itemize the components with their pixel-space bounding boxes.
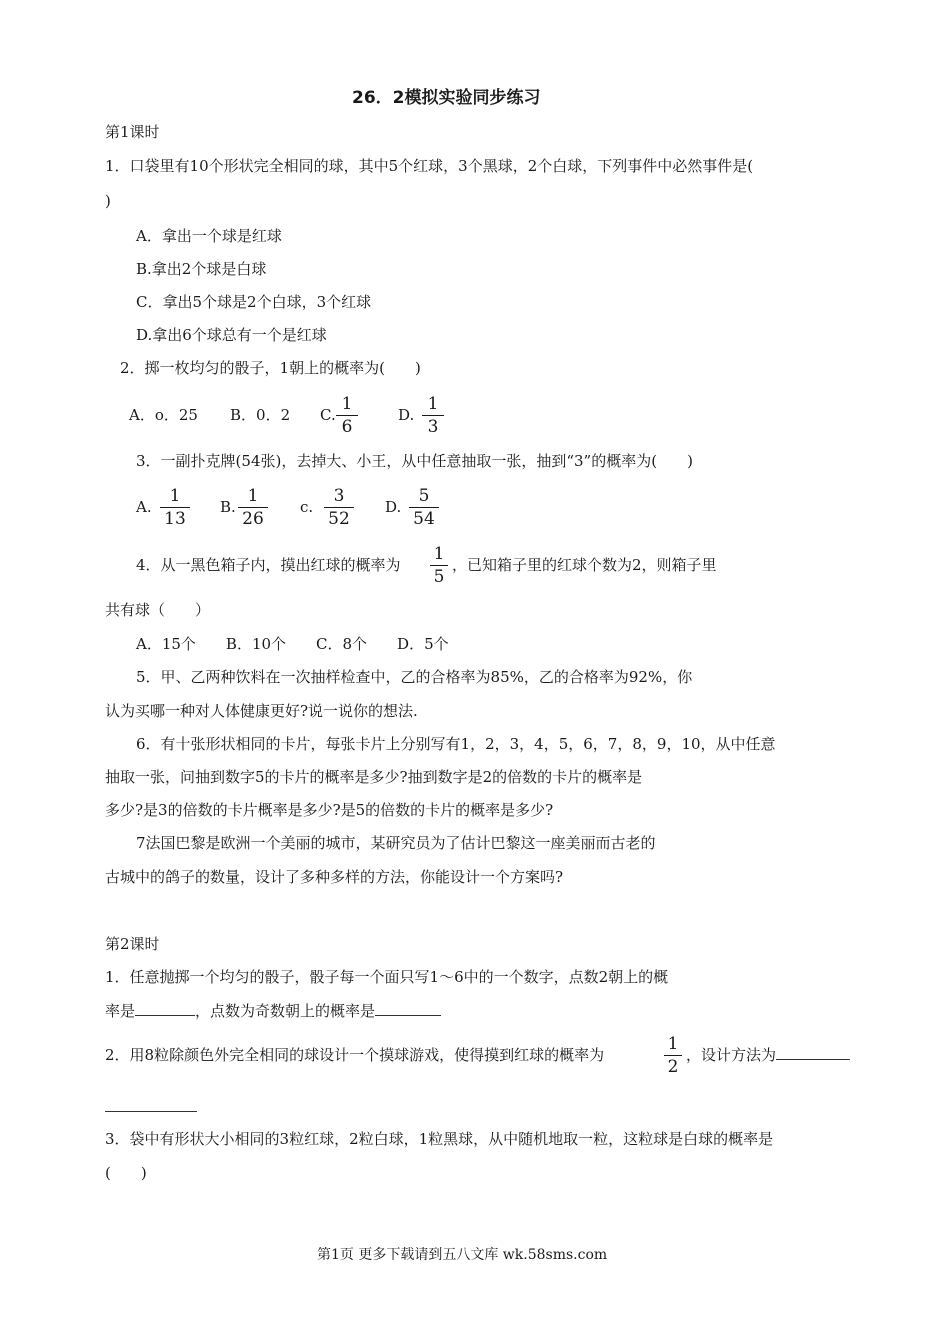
fraction-numerator: 3 bbox=[333, 486, 345, 506]
fraction-numerator: 1 bbox=[667, 1034, 679, 1054]
fraction-denominator: 3 bbox=[427, 417, 439, 437]
l2-q1-line2 bbox=[105, 1001, 441, 1021]
l2-q1-line2-a: 率是 bbox=[105, 1002, 136, 1020]
l2-q1-line2-b: ，点数为奇数朝上的概率是 bbox=[195, 1002, 376, 1020]
q3-option-a-label: A. bbox=[136, 498, 152, 516]
q2-text: 2．掷一枚均匀的骰子，1朝上的概率为( ) bbox=[120, 359, 421, 377]
q2-option-a: A．o．25 bbox=[129, 406, 198, 424]
l2-q2-text-after-label: ，设计方法为 bbox=[686, 1046, 777, 1064]
q3-option-d-fraction bbox=[409, 486, 439, 529]
q7-line2: 古城中的鸽子的数量，设计了多种多样的方法，你能设计一个方案吗? bbox=[105, 868, 564, 886]
q1-text: 1．口袋里有10个形状完全相同的球，其中5个红球，3个黑球，2个白球，下列事件中必然事件是( bbox=[105, 157, 754, 175]
l2-q1-line1: 1．任意抛掷一个均匀的骰子，骰子每一个面只写1～6中的一个数字，点数2朝上的概 bbox=[105, 968, 669, 986]
fraction-denominator: 13 bbox=[164, 509, 186, 529]
answer-blank[interactable] bbox=[375, 1001, 441, 1016]
fraction-denominator: 2 bbox=[667, 1057, 679, 1077]
fraction-denominator: 5 bbox=[433, 567, 445, 587]
l2-q3-line1: 3．袋中有形状大小相同的3粒红球，2粒白球，1粒黑球，从中随机地取一粒，这粒球是白球的概率是 bbox=[105, 1130, 774, 1148]
page-footer: 第1页 更多下载请到五八文库 wk.58sms.com bbox=[317, 1247, 608, 1263]
q1-option-c: C．拿出5个球是2个白球，3个红球 bbox=[136, 293, 372, 311]
q1-option-a: A．拿出一个球是红球 bbox=[136, 227, 282, 245]
q2-option-c-fraction bbox=[336, 394, 358, 437]
q3-option-c-label: c. bbox=[300, 498, 314, 516]
q3-option-b-label: B. bbox=[220, 498, 236, 516]
fraction-numerator: 1 bbox=[341, 394, 353, 414]
q3-option-c-fraction bbox=[324, 486, 354, 529]
q6-line3: 多少?是3的倍数的卡片概率是多少?是5的倍数的卡片的概率是多少? bbox=[105, 801, 554, 819]
q1-close: ) bbox=[105, 192, 111, 210]
fraction-denominator: 52 bbox=[328, 509, 350, 529]
answer-blank[interactable] bbox=[135, 1001, 195, 1016]
q6-line1: 6．有十张形状相同的卡片，每张卡片上分别写有1，2，3，4，5，6，7，8，9，10，从中任意 bbox=[136, 735, 776, 753]
fraction-denominator: 26 bbox=[242, 509, 264, 529]
q6-line2: 抽取一张，问抽到数字5的卡片的概率是多少?抽到数字是2的倍数的卡片的概率是 bbox=[105, 768, 643, 786]
l2-q3-line2: ( ) bbox=[105, 1164, 147, 1182]
q2-option-d-fraction bbox=[422, 394, 444, 437]
l2-q2-text-after bbox=[686, 1045, 850, 1065]
q2-option-c-label: C. bbox=[320, 406, 336, 424]
q4-line2: 共有球（ ） bbox=[105, 601, 211, 619]
fraction-numerator: 1 bbox=[169, 486, 181, 506]
page-title: 26．2模拟实验同步练习 bbox=[352, 88, 541, 108]
q4-text-after: ，已知箱子里的红球个数为2，则箱子里 bbox=[452, 556, 717, 574]
l2-q2-text-before: 2．用8粒除颜色外完全相同的球设计一个摸球游戏，使得摸到红球的概率为 bbox=[105, 1046, 605, 1064]
q3-option-b-fraction bbox=[238, 486, 268, 529]
fraction-numerator: 1 bbox=[433, 544, 445, 564]
fraction-denominator: 54 bbox=[413, 509, 435, 529]
q5-line1: 5．甲、乙两种饮料在一次抽样检查中，乙的合格率为85%，乙的合格率为92%，你 bbox=[136, 668, 693, 686]
q4-text-before: 4．从一黑色箱子内，摸出红球的概率为 bbox=[136, 556, 401, 574]
q3-option-d-label: D. bbox=[385, 498, 402, 516]
q5-line2: 认为买哪一种对人体健康更好?说一说你的想法. bbox=[105, 702, 418, 720]
q1-option-b: B.拿出2个球是白球 bbox=[136, 260, 267, 278]
q1-option-d: D.拿出6个球总有一个是红球 bbox=[136, 326, 327, 344]
fraction-numerator: 5 bbox=[418, 486, 430, 506]
q4-options: A．15个 B．10个 C．8个 D．5个 bbox=[136, 635, 449, 653]
q2-option-b: B．0．2 bbox=[230, 406, 291, 424]
q3-option-a-fraction bbox=[160, 486, 190, 529]
lesson1-heading: 第1课时 bbox=[105, 123, 160, 141]
q7-line1: 7法国巴黎是欧洲一个美丽的城市，某研究员为了估计巴黎这一座美丽而古老的 bbox=[136, 834, 656, 852]
l2-q2-fraction bbox=[664, 1034, 682, 1077]
answer-blank-continued[interactable] bbox=[105, 1097, 197, 1112]
q4-fraction bbox=[430, 544, 448, 587]
fraction-denominator: 6 bbox=[341, 417, 353, 437]
q2-option-d-label: D. bbox=[398, 406, 415, 424]
answer-blank[interactable] bbox=[776, 1045, 850, 1060]
lesson2-heading: 第2课时 bbox=[105, 935, 160, 953]
q3-text: 3．一副扑克牌(54张)，去掉大、小王，从中任意抽取一张，抽到“3”的概率为( ) bbox=[136, 452, 693, 470]
fraction-numerator: 1 bbox=[427, 394, 439, 414]
fraction-numerator: 1 bbox=[247, 486, 259, 506]
